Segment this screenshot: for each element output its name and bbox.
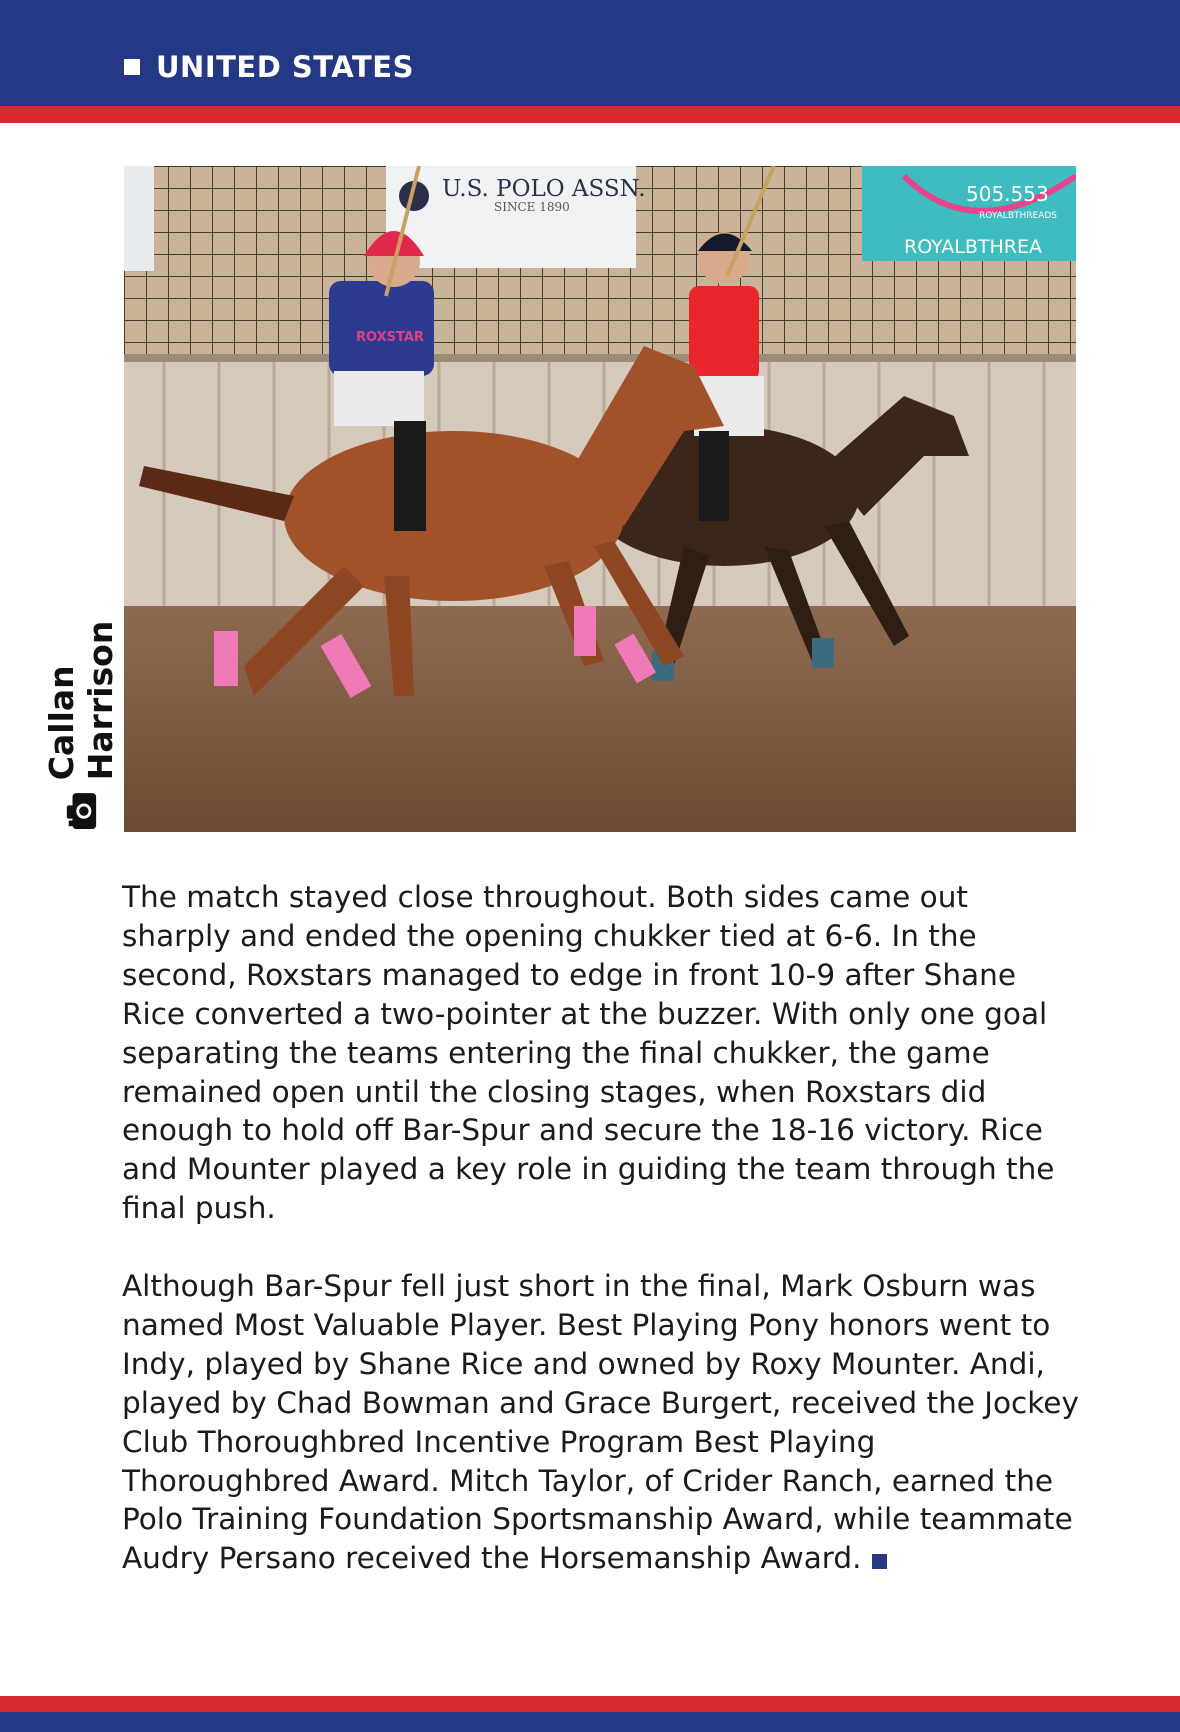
article-body	[122, 878, 1080, 1617]
banner-right-phone: 505.553	[966, 182, 1049, 206]
end-mark-icon	[872, 1554, 887, 1569]
photo-credit	[42, 510, 120, 830]
photo-credit-name: Callan Harrison	[42, 620, 120, 781]
header-red-stripe	[0, 106, 1180, 123]
section-label	[124, 50, 414, 84]
jersey-text: ROXSTAR	[356, 330, 424, 345]
footer-band	[0, 1712, 1180, 1732]
banner-left-sub: SINCE 1890	[494, 200, 570, 214]
banner-left-title: U.S. POLO ASSN.	[442, 176, 646, 202]
article-paragraph-2: Although Bar-Spur fell just short in the final, Mark Osburn was named Most Valuable Player. Best Playing Pony honors went to Indy, played by Shane Rice and owned by Roxy Mounter. Andi, played by Chad Bowman and Grace Burgert, received the Jockey Club Thoroughbred Incentive Program Best Playing Thoroughbred Award. Mitch Taylor, of Crider Ranch, earned the Polo Training Foundation Sportsmanship Award, while teammate Audry Persano received the Horsemanship Award.	[122, 1269, 1079, 1576]
sponsor-banner-left	[386, 166, 646, 268]
article-paragraph-1: The match stayed close throughout. Both sides came out sharply and ended the opening chukker tied at 6-6. In the second, Roxstars managed to edge in front 10-9 after Shane Rice converted a two-pointer at the buzzer. With only one goal separating the teams entering the final chukker, the game remained open until the closing stages, when Roxstars did enough to hold off Bar-Spur and secure the 18-16 victory. Rice and Mounter played a key role in guiding the team through the final push.	[122, 880, 1055, 1226]
section-square-icon	[124, 59, 140, 75]
sponsor-banner-right	[862, 166, 1076, 261]
banner-right-sub: ROYALBTHREADS	[979, 211, 1057, 221]
camera-icon	[64, 792, 98, 830]
footer-red-stripe	[0, 1696, 1180, 1712]
polo-match-photo	[124, 166, 1076, 832]
banner-right-name: ROYALBTHREA	[904, 236, 1042, 258]
section-title: UNITED STATES	[156, 50, 414, 84]
